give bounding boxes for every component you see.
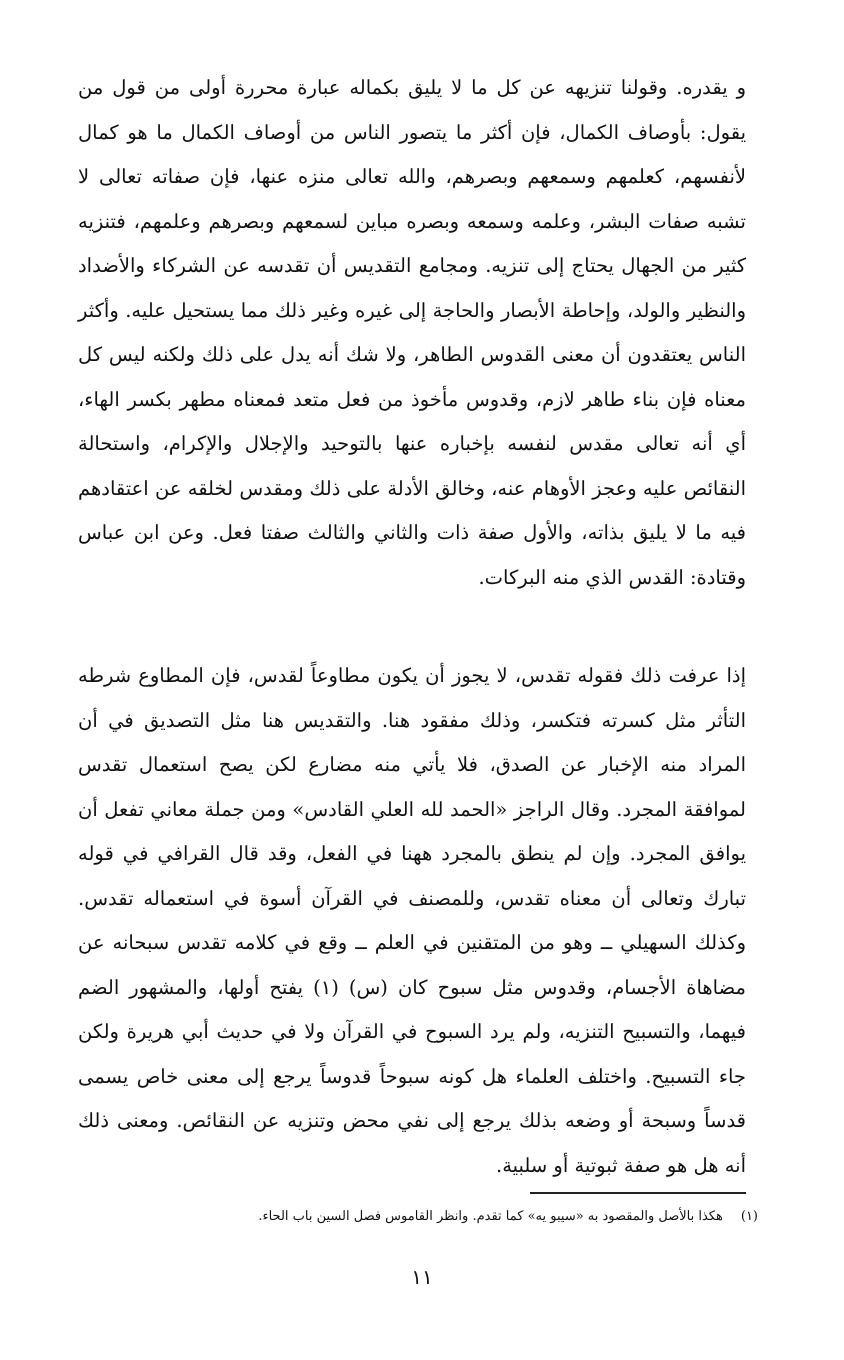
page-number: ١١ <box>411 1265 433 1289</box>
body-paragraph-2: إذا عرفت ذلك فقوله تقدس، لا يجوز أن يكون مطاوعاً لقدس، فإن المطاوع شرطه التأثر مثل كسرته فتكسر، وذلك مفقود هنا. والتقديس هنا مثل التصديق في أن المراد منه الإخبار عن الصدق، فلا يأتي منه مضارع لكن يصح استعمال تقدس لموافقة المجرد. وقال الراجز «الحمد لله العلي القادس» ومن جملة معاني تفعل أن يوافق المجرد. وإن لم ينطق بالمجرد ههنا في الفعل، وقد قال القرافي في قوله تبارك وتعالى أن معناه تقدس، وللمصنف في القرآن أسوة في استعماله تقدس. وكذلك السهيلي ــ وهو من المتقنين في العلم ــ وقع في كلامه تقدس سبحانه عن مضاهاة الأجسام، وقدوس مثل سبوح كان (س) (١) يفتح أولها، والمشهور الضم فيهما، والتسبيح التنزيه، ولم يرد السبوح في القرآن ولا في حديث أبي هريرة ولكن جاء التسبيح. واختلف العلماء هل كونه سبوحاً قدوساً يرجع إلى معنى خاص يسمى قدساً وسبحة أو وضعه بذلك يرجع إلى نفي محض وتنزيه عن النقائص. ومعنى ذلك أنه هل هو صفة ثبوتية أو سلبية. <box>78 664 746 1177</box>
footnote-text: هكذا بالأصل والمقصود به «سيبو يه» كما تقدم. وانظر القاموس فصل السين باب الحاء. <box>258 1209 723 1224</box>
footnote <box>120 1206 758 1228</box>
footnote-separator <box>530 1192 746 1194</box>
footnote-number: (١) <box>740 1209 758 1224</box>
body-paragraph-1: و يقدره. وقولنا تنزيهه عن كل ما لا يليق بكماله عبارة محررة أولى من قول من يقول: بأوصاف الكمال، فإن أكثر ما يتصور الناس من أوصاف الكمال ما هو كمال لأنفسهم، كعلمهم وسمعهم وبصرهم، والله تعالى منزه عنها، فإن صفاته تعالى لا تشبه صفات البشر، وعلمه وسمعه وبصره مباين لسمعهم وبصرهم وعلمهم، فتنزيه كثير من الجهال يحتاج إلى تنزيه. ومجامع التقديس أن تقدسه عن الشركاء والأضداد والنظير والولد، وإحاطة الأبصار والحاجة إلى غيره وغير ذلك مما يستحيل عليه. وأكثر الناس يعتقدون أن معنى القدوس الطاهر، ولا شك أنه يدل على ذلك ولكنه ليس كل معناه فإن بناء طاهر لازم، وقدوس مأخوذ من فعل متعد فمعناه مطهر بكسر الهاء، أي أنه تعالى مقدس لنفسه بإخباره عنها بالتوحيد والإجلال والإكرام، واستحالة النقائص عليه وعجز الأوهام عنه، وخالق الأدلة على ذلك ومقدس لخلقه عن اعتقادهم فيه ما لا يليق بذاته، والأول صفة ذات والثاني والثالث صفتا فعل. وعن ابن عباس وقتادة: القدس الذي منه البركات. <box>78 76 746 589</box>
